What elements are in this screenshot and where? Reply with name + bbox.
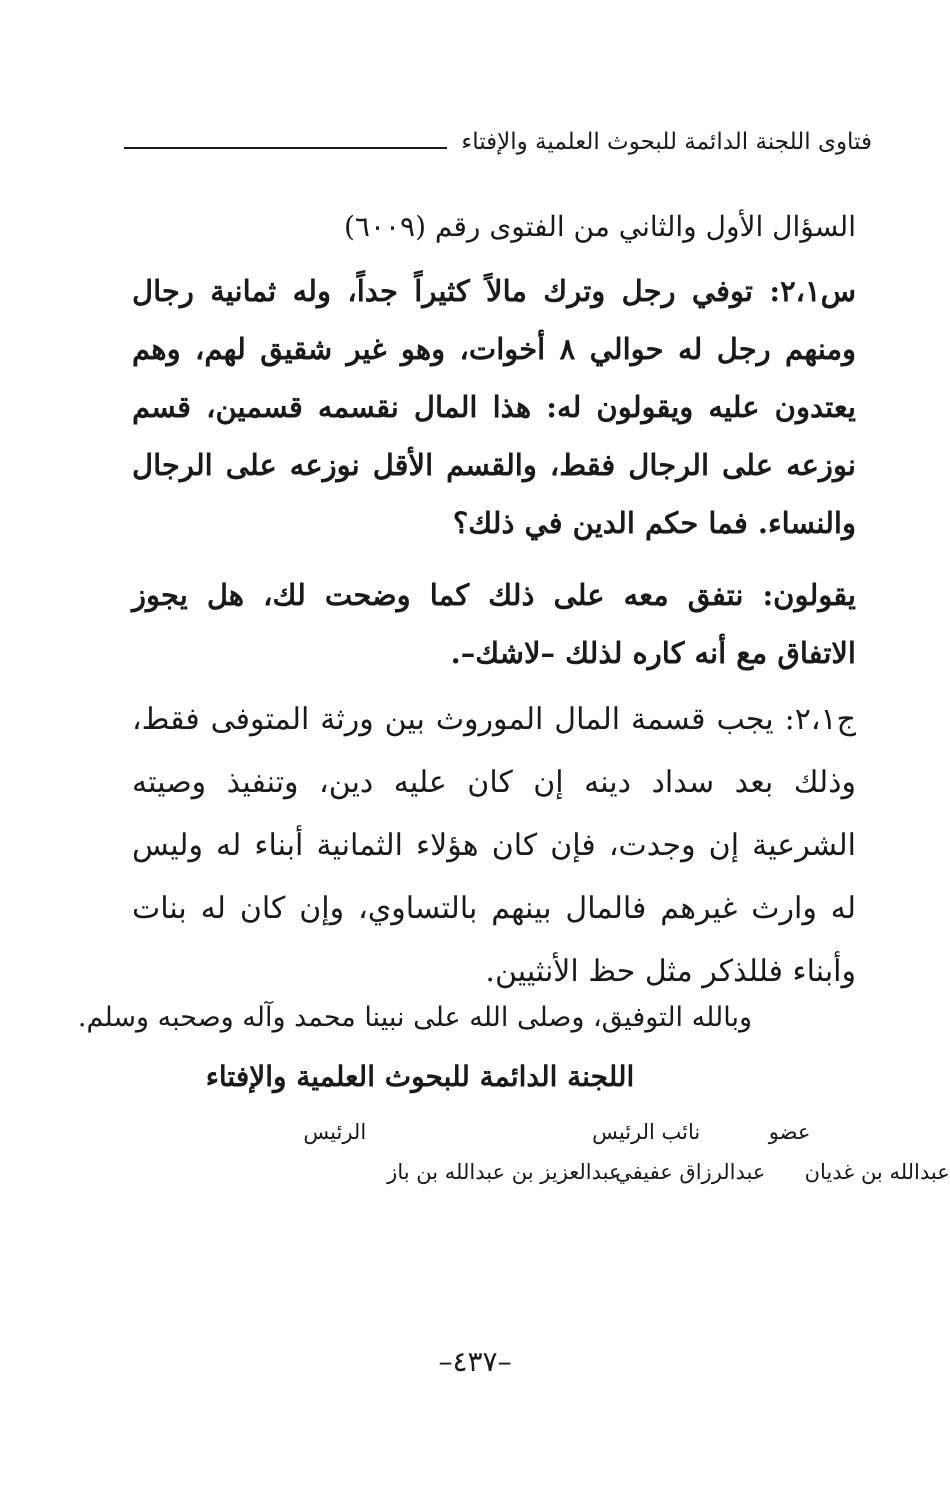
- signatory-role-vice-president: نائب الرئيس: [592, 1120, 701, 1144]
- running-header: [124, 122, 872, 162]
- question-1: س٢،١: توفي رجل وترك مالاً كثيراً جداً، وله ثمانية رجال ومنهم رجل له حوالي ٨ أخوات، وهو غير شقيق لهم، وهم يعتدون عليه ويقولون له: هذا المال نقسمه قسمين، قسم نوزعه على الرجال فقط، والقسم الأقل نوزعه على الرجال والنساء. فما حكم الدين في ذلك؟: [132, 274, 856, 540]
- header-rule: [124, 147, 447, 149]
- closing-formula: وبالله التوفيق، وصلى الله على نبينا محمد وآله وصحبه وسلم.: [77, 1002, 753, 1033]
- header-title: فتاوى اللجنة الدائمة للبحوث العلمية والإفتاء: [461, 129, 872, 155]
- signatory-name-vice-president: عبدالرزاق عفيفي: [615, 1160, 766, 1184]
- signatory-role-member: عضو: [768, 1120, 811, 1144]
- fatwa-body: [132, 196, 856, 1003]
- page-number: –٤٣٧–: [438, 1345, 512, 1378]
- question-2: يقولون: نتفق معه على ذلك كما وضحت لك، هل يجوز الاتفاق مع أنه كاره لذلك –لاشك–.: [132, 578, 856, 670]
- answer: ج٢،١: يجب قسمة المال الموروث بين ورثة المتوفى فقط، وذلك بعد سداد دينه إن كان عليه دين، وتنفيذ وصيته الشرعية إن وجدت، فإن كان هؤلاء الثمانية أبناء له وليس له وارث غيرهم فالمال بينهم بالتساوي، وإن كان له بنات وأبناء فللذكر مثل حظ الأنثيين.: [132, 702, 856, 989]
- signatory-name-member: عبدالله بن غديان: [804, 1160, 950, 1184]
- committee-name: اللجنة الدائمة للبحوث العلمية والإفتاء: [205, 1060, 635, 1093]
- question-heading: السؤال الأول والثاني من الفتوى رقم (٦٠٠٩): [343, 210, 856, 243]
- signatory-name-president: عبدالعزيز بن عبدالله بن باز: [387, 1160, 622, 1184]
- signatory-role-president: الرئيس: [303, 1120, 367, 1144]
